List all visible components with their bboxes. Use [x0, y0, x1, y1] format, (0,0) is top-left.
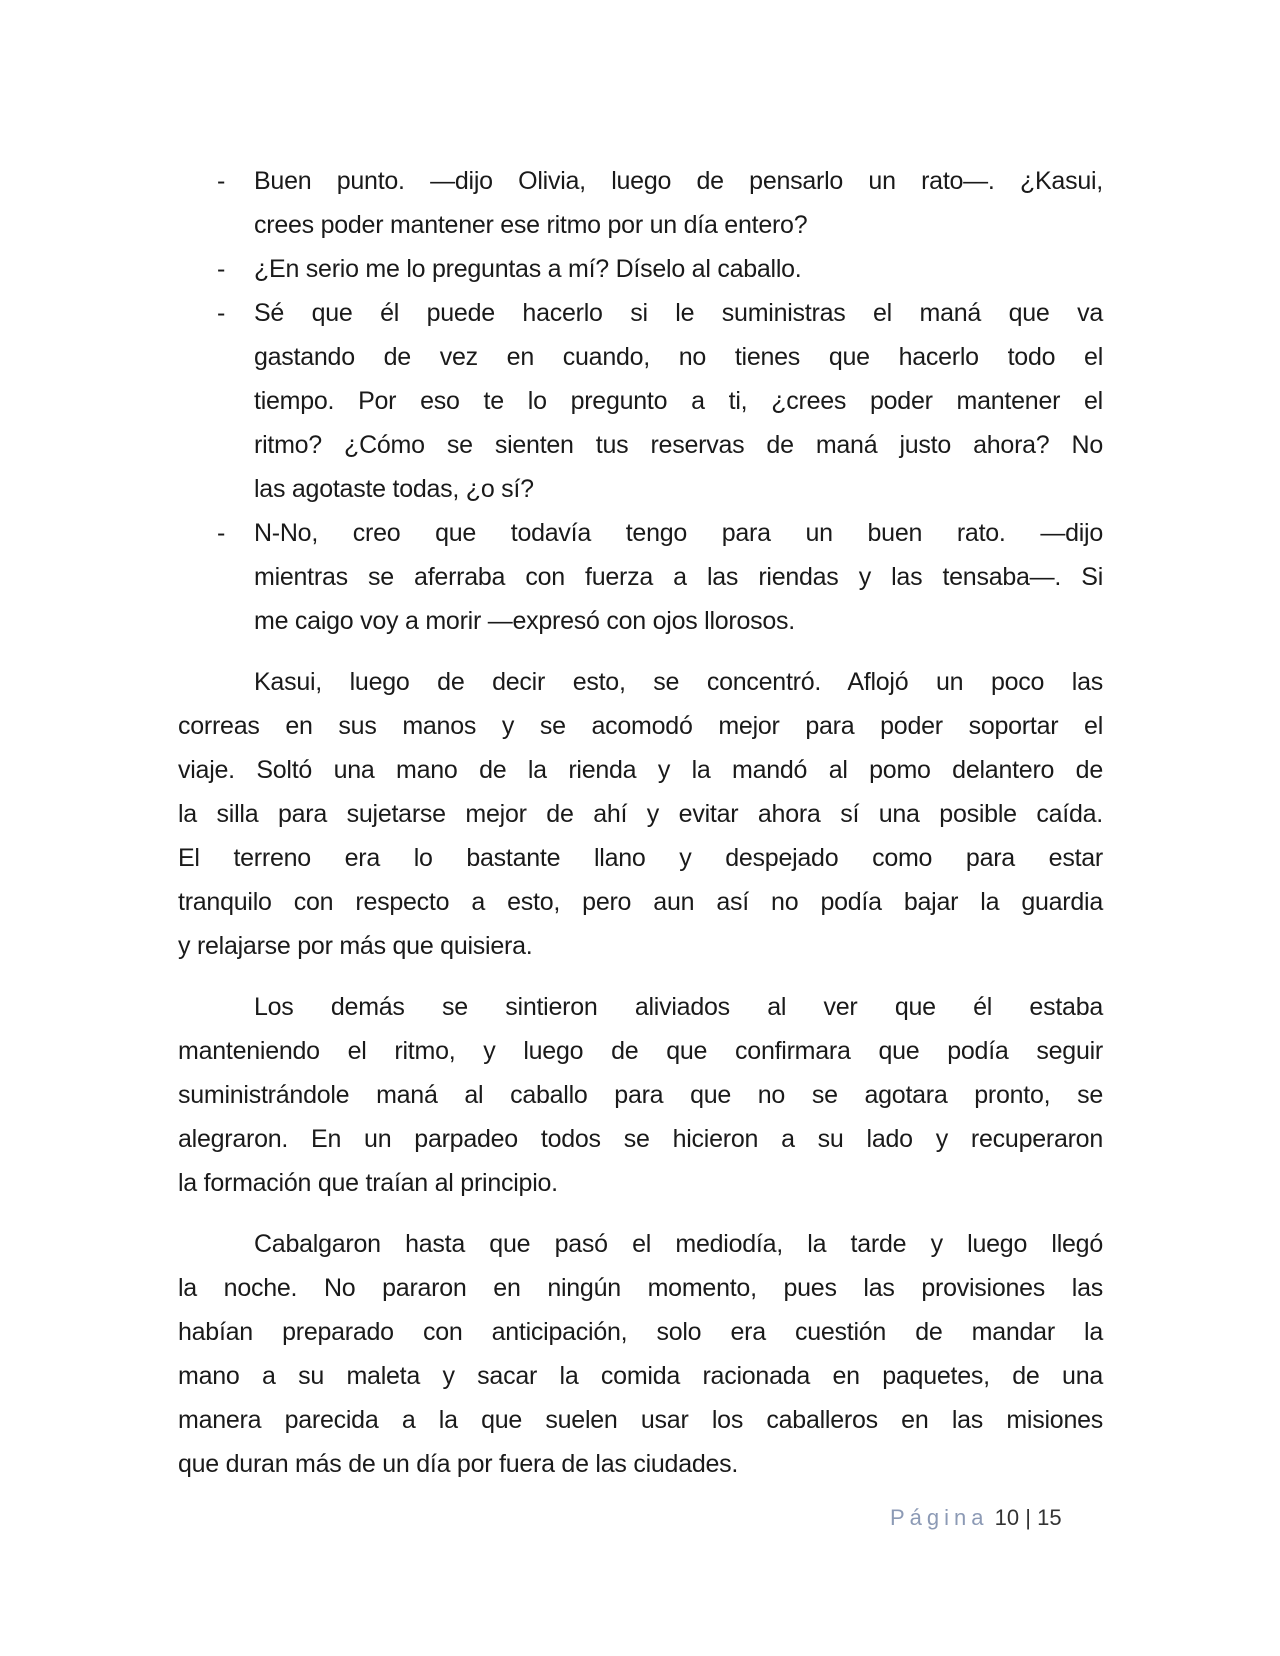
paragraph — [178, 985, 1103, 1205]
text-line: Kasui, luego de decir esto, se concentró. Aflojó un poco las — [254, 668, 1103, 696]
text-line: Buen punto. —dijo Olivia, luego de pensarlo un rato—. ¿Kasui, — [254, 167, 1103, 195]
text-line: Sé que él puede hacerlo si le suministras el maná que va — [254, 299, 1103, 327]
text-line: suministrándole maná al caballo para que no se agotara pronto, se — [178, 1081, 1103, 1109]
paragraph — [178, 1222, 1103, 1486]
text-line: viaje. Soltó una mano de la rienda y la mandó al pomo delantero de — [178, 756, 1103, 784]
body-paragraphs — [178, 660, 1103, 1486]
page-separator: | — [1025, 1505, 1031, 1530]
text-line: crees poder mantener ese ritmo por un día entero? — [254, 211, 808, 239]
text-line: y relajarse por más que quisiera. — [178, 932, 533, 960]
dialogue-list — [178, 159, 1103, 643]
text-line: ¿En serio me lo preguntas a mí? Díselo al caballo. — [254, 255, 802, 283]
text-line: manera parecida a la que suelen usar los caballeros en las misiones — [178, 1406, 1103, 1434]
paragraph — [178, 660, 1103, 968]
text-line: tiempo. Por eso te lo pregunto a ti, ¿crees poder mantener el — [254, 387, 1103, 415]
page-label: Página — [890, 1505, 989, 1530]
text-line: mano a su maleta y sacar la comida racionada en paquetes, de una — [178, 1362, 1103, 1390]
bullet-dash: - — [217, 255, 226, 283]
bullet-dash: - — [217, 299, 226, 327]
text-line: habían preparado con anticipación, solo era cuestión de mandar la — [178, 1318, 1103, 1346]
text-line: manteniendo el ritmo, y luego de que confirmara que podía seguir — [178, 1037, 1103, 1065]
text-line: ritmo? ¿Cómo se sienten tus reservas de maná justo ahora? No — [254, 431, 1103, 459]
text-line: alegraron. En un parpadeo todos se hicieron a su lado y recuperaron — [178, 1125, 1103, 1153]
text-line: Cabalgaron hasta que pasó el mediodía, la tarde y luego llegó — [254, 1230, 1103, 1258]
text-line: la noche. No pararon en ningún momento, pues las provisiones las — [178, 1274, 1103, 1302]
text-line: me caigo voy a morir —expresó con ojos llorosos. — [254, 607, 796, 635]
text-line: correas en sus manos y se acomodó mejor para poder soportar el — [178, 712, 1103, 740]
text-line: la silla para sujetarse mejor de ahí y evitar ahora sí una posible caída. — [178, 800, 1103, 828]
text-line: tranquilo con respecto a esto, pero aun así no podía bajar la guardia — [178, 888, 1103, 916]
list-item — [178, 511, 1103, 643]
page-footer — [890, 1505, 1062, 1531]
page-number: 10 — [994, 1505, 1020, 1530]
text-line: N-No, creo que todavía tengo para un buen rato. —dijo — [254, 519, 1103, 547]
text-line: que duran más de un día por fuera de las ciudades. — [178, 1450, 739, 1478]
text-line: mientras se aferraba con fuerza a las riendas y las tensaba—. Si — [254, 563, 1103, 591]
bullet-dash: - — [217, 167, 226, 195]
text-line: Los demás se sintieron aliviados al ver que él estaba — [254, 993, 1103, 1021]
bullet-dash: - — [217, 519, 226, 547]
text-line: la formación que traían al principio. — [178, 1169, 558, 1197]
text-line: las agotaste todas, ¿o sí? — [254, 475, 534, 503]
list-item — [178, 159, 1103, 247]
text-line: gastando de vez en cuando, no tienes que hacerlo todo el — [254, 343, 1103, 371]
text-line: El terreno era lo bastante llano y despejado como para estar — [178, 844, 1103, 872]
list-item — [178, 291, 1103, 511]
page-total: 15 — [1037, 1505, 1062, 1530]
list-item — [178, 247, 1103, 291]
